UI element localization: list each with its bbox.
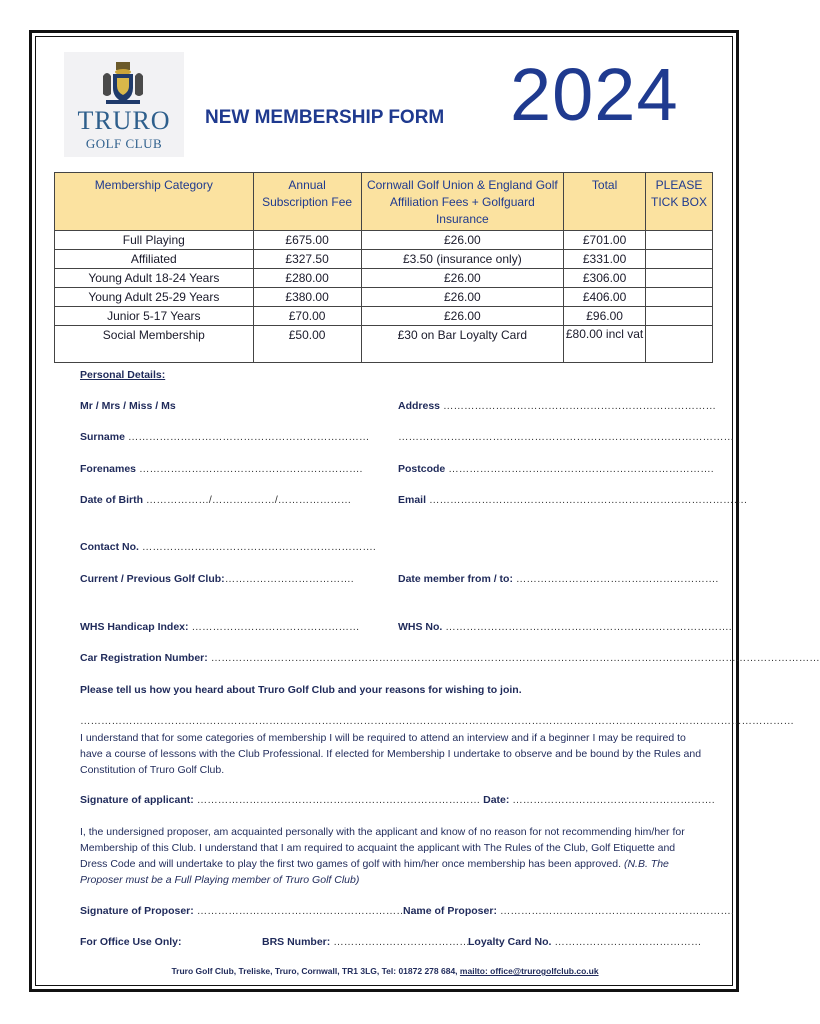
table-row	[55, 288, 713, 307]
cell-subscription: £675.00	[253, 231, 361, 250]
header-tick-box: PLEASE TICK BOX	[646, 173, 713, 231]
form-year: 2024	[510, 53, 679, 136]
cell-total: £701.00	[564, 231, 646, 250]
cell-category: Junior 5-17 Years	[55, 307, 254, 326]
header-affiliation: Cornwall Golf Union & England Golf Affiliation Fees + Golfguard Insurance	[361, 173, 564, 231]
logo-club-subtitle: GOLF CLUB	[85, 136, 163, 151]
tick-box-cell[interactable]	[646, 288, 713, 307]
proposer-name-field[interactable]: Name of Proposer: ………………………………………………………….	[403, 905, 734, 917]
whs-number-field[interactable]: WHS No. ……………………………………………………………………….	[398, 621, 732, 633]
tick-box-cell[interactable]	[646, 231, 713, 250]
how-heard-answer-field[interactable]: ……………………………………………………………………………………………………………………………………………………………………………………	[80, 715, 794, 727]
cell-subscription: £380.00	[253, 288, 361, 307]
cell-category: Young Adult 18-24 Years	[55, 269, 254, 288]
table-row	[55, 250, 713, 269]
car-registration-field[interactable]: Car Registration Number: …………………………………………………………………………………………………………………………………………………………	[80, 652, 820, 664]
header-subscription: Annual Subscription Fee	[253, 173, 361, 231]
address-field[interactable]: Address ……………………………………………………………………	[398, 400, 716, 412]
proposer-statement: I, the undersigned proposer, am acquainted personally with the applicant and know of no reason for not recommending him/her for Membership of this Club. I understand that I am required to acquaint the applicant with The Rules of the Club, Golf Etiquette and Dress Code and will undertake to play the first two games of golf with him/her once membership has been approved. (N.B. The Proposer must be a Full Playing member of Truro Golf Club)	[80, 826, 685, 886]
cell-affiliation: £26.00	[361, 288, 564, 307]
tick-box-cell[interactable]	[646, 250, 713, 269]
table-row	[55, 326, 713, 363]
cell-subscription: £70.00	[253, 307, 361, 326]
cell-total: £96.00	[564, 307, 646, 326]
tick-box-cell[interactable]	[646, 326, 713, 363]
surname-field[interactable]: Surname ……………………………………………………………	[80, 431, 370, 443]
loyalty-card-field[interactable]: Loyalty Card No. ……………………………………	[468, 936, 702, 948]
proposer-signature-field[interactable]: Signature of Proposer: ……………………………………………………….	[80, 905, 421, 917]
club-crest-icon	[98, 60, 148, 106]
how-heard-question: Please tell us how you heard about Truro Golf Club and your reasons for wishing to join.	[80, 684, 522, 696]
postcode-field[interactable]: Postcode ………………………………………………………………….	[398, 463, 714, 475]
cell-affiliation: £26.00	[361, 231, 564, 250]
cell-affiliation: £3.50 (insurance only)	[361, 250, 564, 269]
brs-number-field[interactable]: BRS Number: …………………………………	[262, 936, 470, 948]
club-logo	[64, 52, 184, 157]
cell-subscription: £50.00	[253, 326, 361, 363]
fees-table-body	[55, 231, 713, 363]
previous-golf-club-field[interactable]: Current / Previous Golf Club:……………………………….	[80, 573, 354, 585]
membership-fees-table	[54, 172, 713, 363]
cell-category: Social Membership	[55, 326, 254, 363]
cell-subscription: £280.00	[253, 269, 361, 288]
form-title: NEW MEMBERSHIP FORM	[205, 107, 445, 128]
footer-contact	[0, 966, 770, 976]
forenames-field[interactable]: Forenames ……………………………………………………….	[80, 463, 363, 475]
footer-email-link[interactable]: mailto: office@trurogolfclub.co.uk	[459, 966, 599, 976]
declaration-text: I understand that for some categories of membership I will be required to attend an interview and if a beginner I may be required to have a course of lessons with the Club Professional. If elected for Membership I undertake to observe and be bound by the Rules and Constitution of Truro Golf Club.	[80, 732, 702, 776]
cell-affiliation: £26.00	[361, 269, 564, 288]
cell-total: £80.00 incl vat	[564, 326, 646, 363]
logo-club-name: TRURO	[77, 106, 171, 135]
cell-total: £306.00	[564, 269, 646, 288]
cell-affiliation: £26.00	[361, 307, 564, 326]
whs-handicap-field[interactable]: WHS Handicap Index: …………………………………………	[80, 621, 360, 633]
contact-number-field[interactable]: Contact No. ………………………………………………………….	[80, 541, 376, 553]
cell-affiliation: £30 on Bar Loyalty Card	[361, 326, 564, 363]
membership-dates-field[interactable]: Date member from / to: ………………………………………………….	[398, 573, 719, 585]
table-row	[55, 269, 713, 288]
cell-category: Young Adult 25-29 Years	[55, 288, 254, 307]
address-line-2-field[interactable]: ……………………………………………………………………………………	[398, 431, 734, 443]
cell-category: Affiliated	[55, 250, 254, 269]
tick-box-cell[interactable]	[646, 269, 713, 288]
office-use-label: For Office Use Only:	[80, 936, 182, 948]
email-field[interactable]: Email ……………………………………………………………………………….	[398, 494, 747, 506]
table-row	[55, 307, 713, 326]
footer-address: Truro Golf Club, Treliske, Truro, Cornwall, TR1 3LG, Tel: 01872 278 684,	[171, 966, 458, 976]
header-total: Total	[564, 173, 646, 231]
table-row	[55, 231, 713, 250]
date-of-birth-field[interactable]: Date of Birth ………………/………………/…………………	[80, 494, 352, 506]
cell-category: Full Playing	[55, 231, 254, 250]
cell-total: £406.00	[564, 288, 646, 307]
title-field-label: Mr / Mrs / Miss / Ms	[80, 400, 176, 412]
applicant-signature-field[interactable]: Signature of applicant: ……………………………………………………………………… Date: ………………………………………………….	[80, 794, 715, 806]
cell-total: £331.00	[564, 250, 646, 269]
tick-box-cell[interactable]	[646, 307, 713, 326]
header-category: Membership Category	[55, 173, 254, 231]
cell-subscription: £327.50	[253, 250, 361, 269]
personal-details-heading: Personal Details:	[80, 369, 166, 381]
